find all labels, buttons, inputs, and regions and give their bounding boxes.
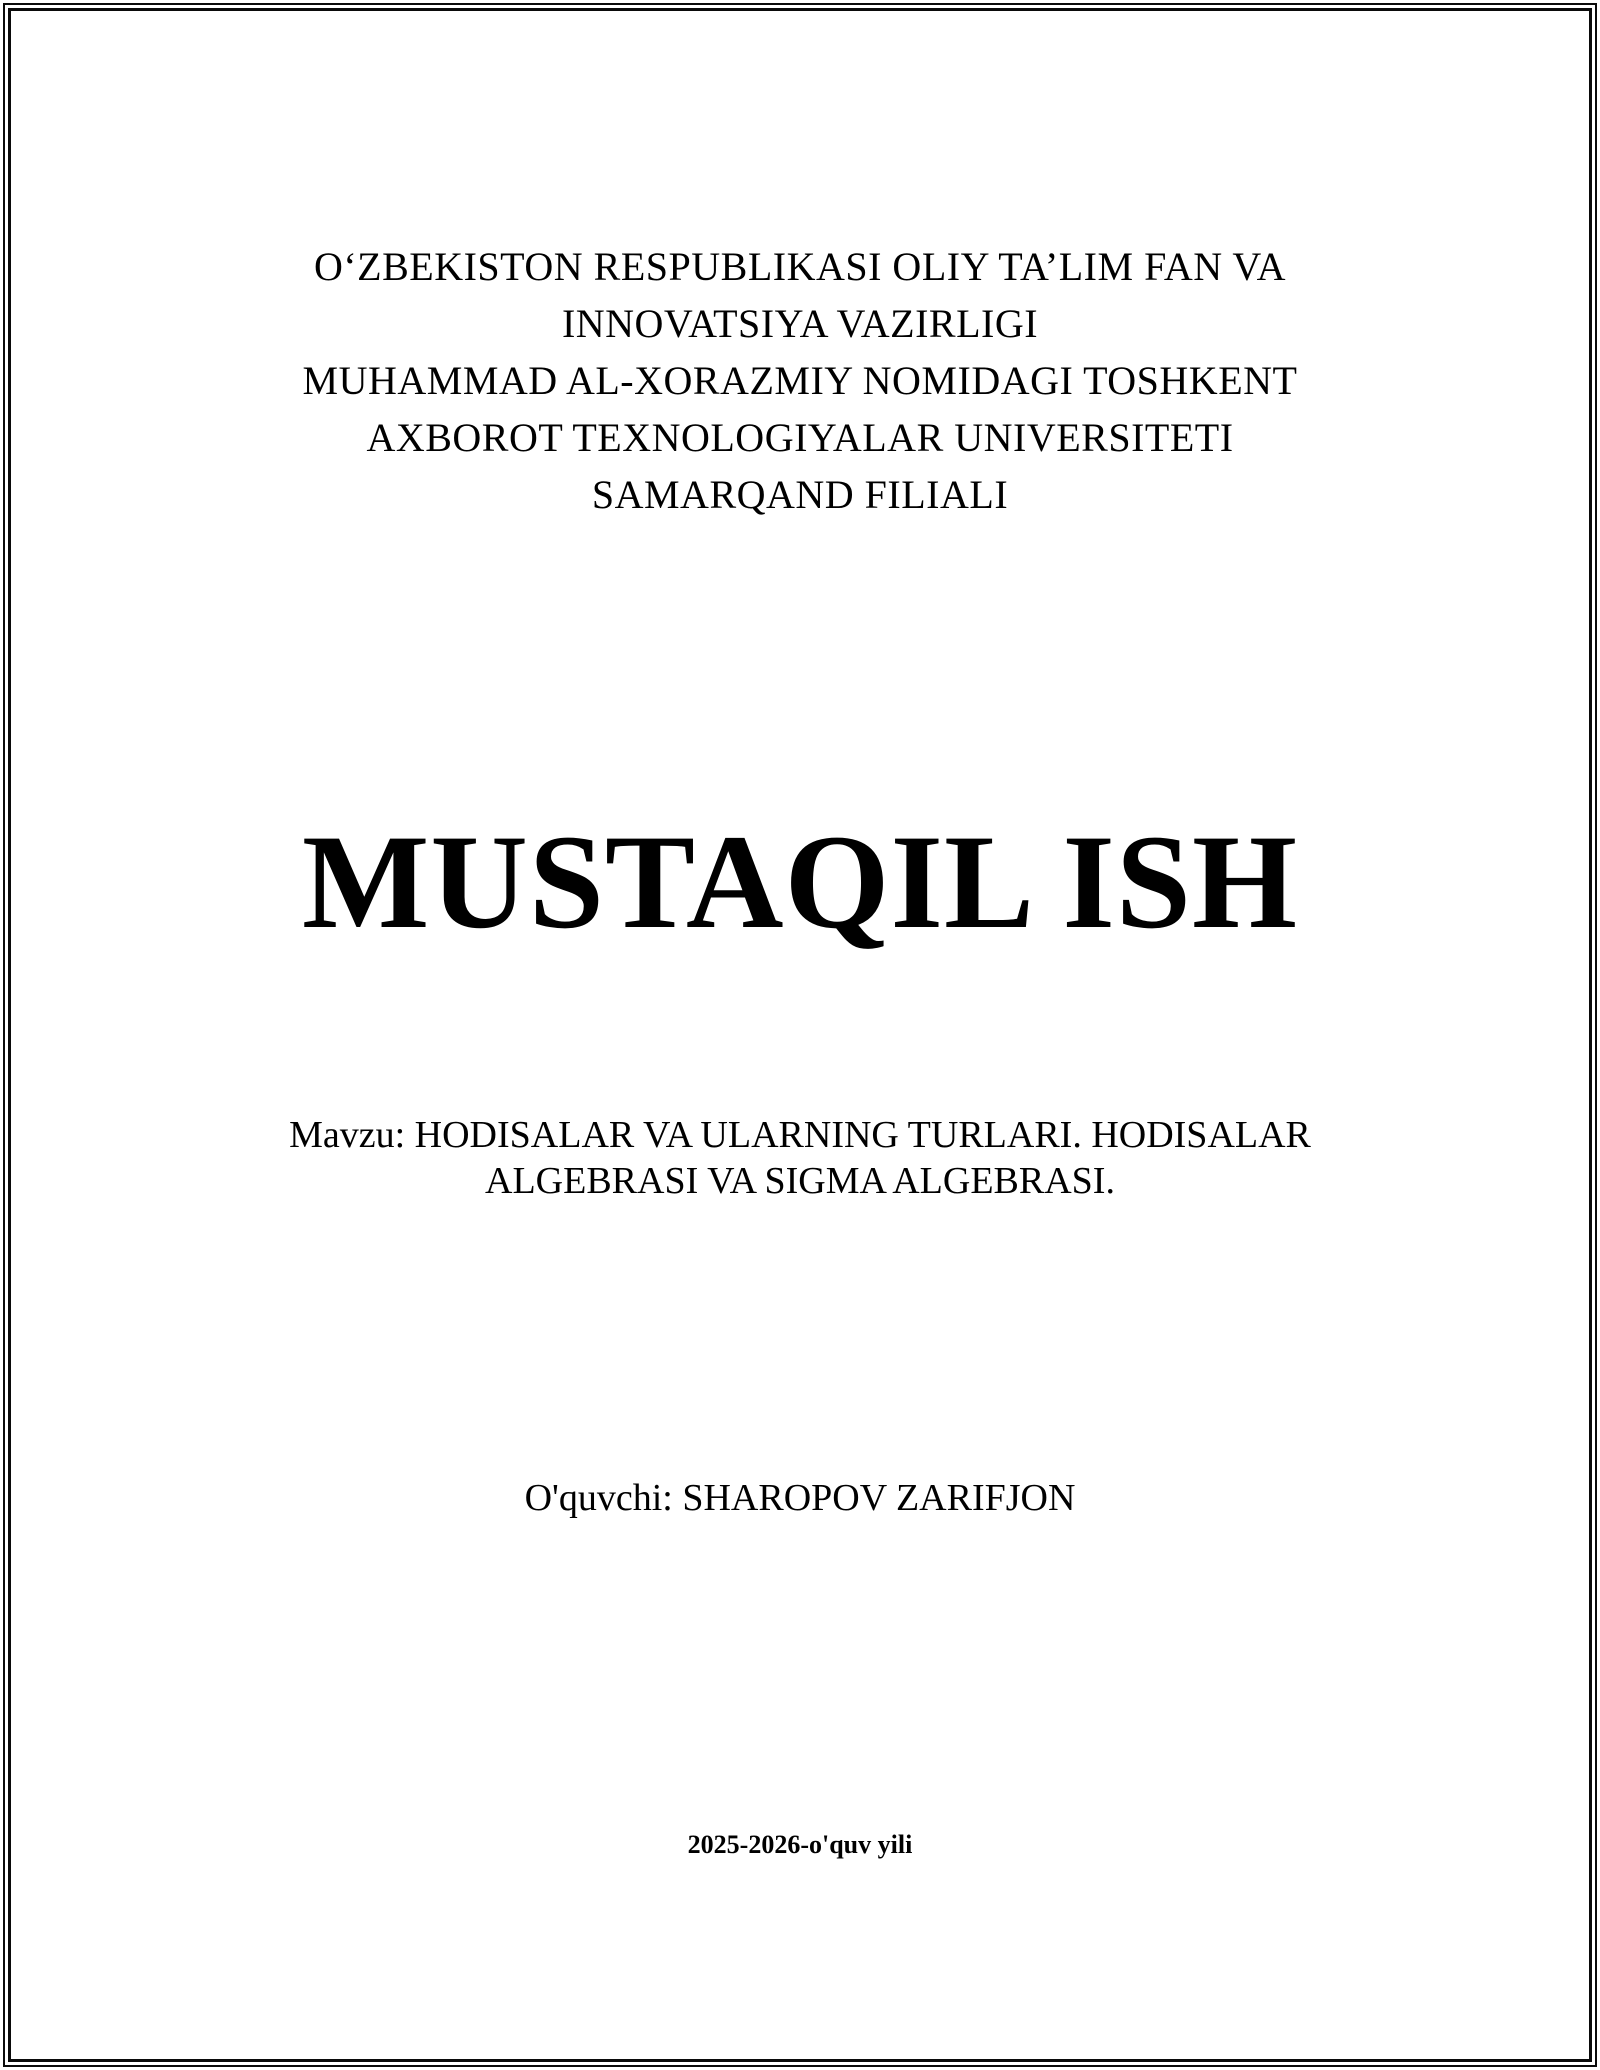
topic-line-1: Mavzu: HODISALAR VA ULARNING TURLARI. HODISALAR (289, 1114, 1311, 1156)
header-line-1: OʻZBEKISTON RESPUBLIKASI OLIY TA’LIM FAN VA (313, 244, 1287, 289)
academic-year-footer: 2025-2026-o'quv yili (687, 1830, 913, 1859)
student-line: O'quvchi: SHAROPOV ZARIFJON (524, 1477, 1076, 1519)
topic-section (40, 1112, 1560, 1204)
topic-line-2: ALGEBRASI VA SIGMA ALGEBRASI. (485, 1160, 1115, 1202)
ministry-header (40, 238, 1560, 523)
header-line-4: AXBOROT TEXNOLOGIYALAR UNIVERSITETI (366, 415, 1234, 460)
document-title: MUSTAQIL ISH (301, 808, 1299, 957)
header-line-3: MUHAMMAD AL-XORAZMIY NOMIDAGI TOSHKENT (302, 358, 1298, 403)
header-line-5: SAMARQAND FILIALI (591, 472, 1009, 517)
header-line-2: INNOVATSIYA VAZIRLIGI (561, 301, 1039, 346)
